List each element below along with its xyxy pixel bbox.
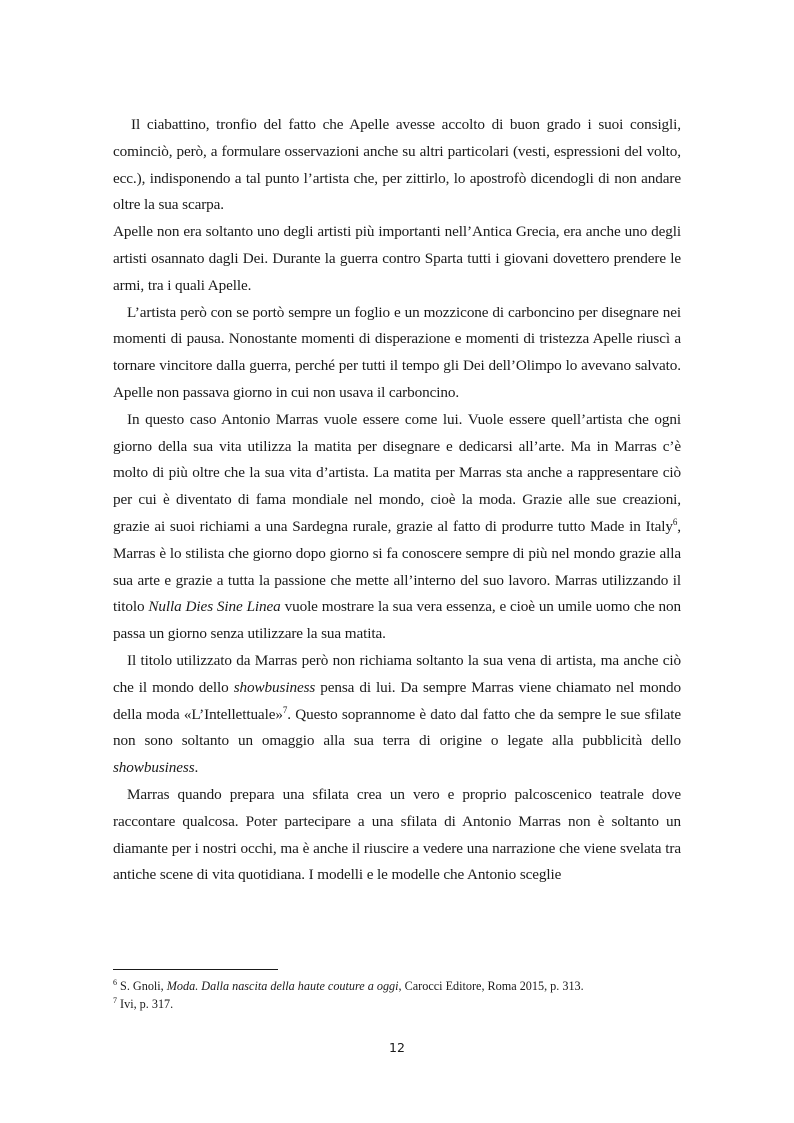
paragraph-2: Apelle non era soltanto uno degli artisti più importanti nell’Antica Grecia, era anche uno degli artisti osannato dagli Dei. Durante la guerra contro Sparta tutti i giovani dovettero prendere le armi, tra i quali Apelle.: [113, 223, 681, 294]
term-showbusiness-2: showbusiness: [113, 759, 195, 777]
paragraph-5-part-4: .: [194, 759, 199, 777]
footnote-6-number: 6: [113, 977, 117, 987]
footnote-6: [113, 978, 681, 996]
footnote-6-author: S. Gnoli,: [120, 979, 167, 993]
footnote-7-text: Ivi, p. 317.: [120, 996, 174, 1011]
paragraph-4-part-2: , Marras è lo stilista che giorno dopo giorno si fa conoscere sempre di più nel mondo grazie alla sua arte e grazie a tutta la passione che mette all’interno del suo lavoro. Marras utilizzando il titolo: [113, 517, 681, 616]
footnotes: [113, 978, 681, 1013]
paragraph-1: Il ciabattino, tronfio del fatto che Apelle avesse accolto di buon grado i suoi consigli, cominciò, però, a formulare osservazioni anche su altri particolari (vesti, espressioni del volto, ecc.), indisponendo a tal punto l’artista che, per zittirlo, lo apostrofò dicendogli di non andare oltre la sua scarpa.: [113, 116, 681, 214]
footnote-6-title: Moda. Dalla nascita della haute couture a oggi: [166, 979, 399, 993]
paragraph-4-part-3: vuole mostrare la sua vera essenza, e cioè un umile uomo che non passa un giorno senza utilizzare la sua matita.: [113, 598, 681, 643]
work-title: Nulla Dies Sine Linea: [148, 598, 281, 616]
footnote-divider: [113, 969, 278, 970]
paragraph-4: [113, 407, 681, 648]
paragraph-5-part-3: . Questo soprannome è dato dal fatto che da sempre le sue sfilate non sono soltanto un omaggio alla sua terra di origine o legate alla pubblicità dello: [113, 705, 681, 750]
footnote-7-number: 7: [113, 995, 117, 1005]
page-number: 12: [389, 1040, 405, 1055]
paragraph-5-part-2: pensa di lui. Da sempre Marras viene chiamato nel mondo della moda «L’Intellettuale»: [113, 678, 682, 723]
paragraph-5: [113, 648, 681, 782]
term-showbusiness-1: showbusiness: [233, 678, 316, 696]
paragraph-5-part-1: Il titolo utilizzato da Marras però non richiama soltanto la sua vena di artista, ma anche ciò che il mondo dello: [113, 651, 681, 696]
footnote-7: [113, 996, 681, 1014]
paragraph-6: Marras quando prepara una sfilata crea un vero e proprio palcoscenico teatrale dove raccontare qualcosa. Poter partecipare a una sfilata di Antonio Marras non è soltanto un diamante per i nostri occhi, ma è anche il riuscire a vedere una narrazione che viene svelata tra antiche scene di vita quotidiana. I modelli e le modelle che Antonio sceglie: [113, 785, 681, 884]
body-text: [113, 112, 681, 889]
footnote-ref-7[interactable]: 7: [282, 704, 288, 715]
footnote-ref-6[interactable]: 6: [672, 516, 678, 527]
paragraph-4-part-1: In questo caso Antonio Marras vuole essere come lui. Vuole essere quell’artista che ogni giorno della sua vita utilizza la matita per disegnare e dedicarsi all’arte. Ma in Marras c’è molto di più oltre che la sua vita d’artista. La matita per Marras sta anche a rappresentare ciò per cui è diventato di fama mondiale nel mondo, cioè la moda. Grazie alle sue creazioni, grazie ai suoi richiami a una Sardegna rurale, grazie al fatto di produrre tutto Made in Italy: [113, 410, 681, 535]
paragraph-3: L’artista però con se portò sempre un foglio e un mozzicone di carboncino per disegnare nei momenti di pausa. Nonostante momenti di disperazione e momenti di tristezza Apelle riuscì a tornare vincitore dalla guerra, perché per tutti il tempo gli Dei dell’Olimpo lo avevano salvato. Apelle non passava giorno in cui non usava il carboncino.: [113, 303, 681, 401]
footnote-6-details: , Carocci Editore, Roma 2015, p. 313.: [398, 979, 584, 993]
